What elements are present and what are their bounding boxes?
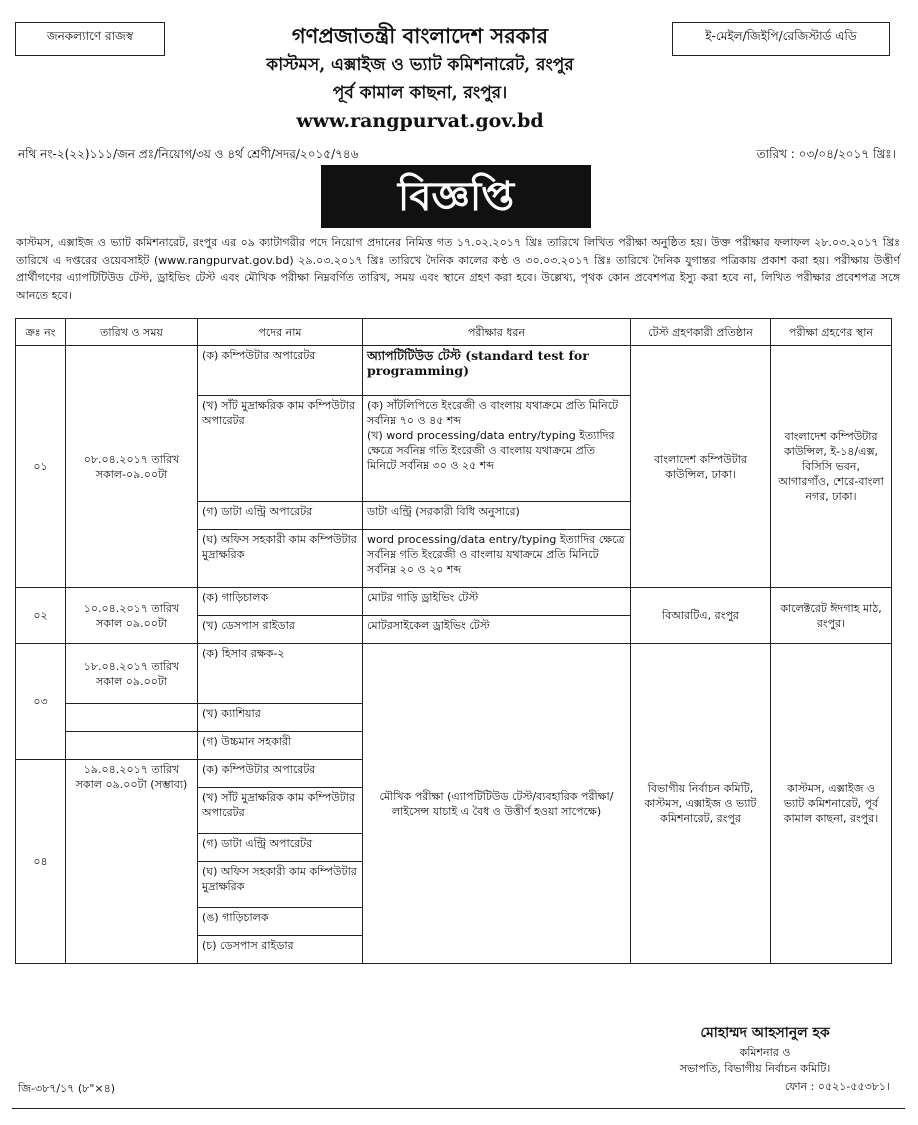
test-cell (363, 396, 631, 502)
notice-title: বিজ্ঞপ্তি (321, 165, 591, 228)
header-left-box: জনকল্যাণে রাজস্ব (15, 22, 165, 56)
post-cell: (গ) ডাটা এন্ট্রি অপারেটর (198, 834, 363, 862)
header-right-box: ই-মেইল/জিইপি/রেজিস্টার্ড এডি (672, 22, 890, 56)
header-post: পদের নাম (198, 319, 363, 346)
memo-number: নথি নং-২(২২)১১১/জন প্রঃ/নিয়োগ/৩য় ও ৪র্থ শ্রেণী/সদর/২০১৫/৭৪৬ (18, 147, 359, 161)
test-cell: মোটরসাইকেল ড্রাইভিং টেস্ট (363, 616, 631, 644)
test-text: (খ) word processing/data entry/typing ইত্যাদির ক্ষেত্রে সর্বনিম্ন গতি ইংরেজী ও বাংলায় যথাক্রমে প্রতি মিনিটে সর্বনিম্ন ৩০ ও ২৫ শব্দ (367, 429, 615, 472)
test-cell: মোটর গাড়ি ড্রাইভিং টেস্ট (363, 588, 631, 616)
post-cell: (খ) সাঁট মুদ্রাক্ষরিক কাম কম্পিউটার অপারেটর (198, 396, 363, 502)
test-cell: অ্যাপটিটিউড টেস্ট (standard test for programming) (363, 346, 631, 396)
serial-cell: ০২ (16, 588, 66, 644)
post-cell: (গ) ডাটা এন্ট্রি অপারেটর (198, 502, 363, 530)
place-cell: কালেক্টরেট ঈদগাহ মাঠ, রংপুর। (771, 588, 892, 644)
header-serial: ক্রঃ নং (16, 319, 66, 346)
office-address: পূর্ব কামাল কাছনা, রংপুর। (332, 83, 508, 103)
signatory-phone: ফোন : ০৫২১-৫৫৩৮১। (784, 1080, 890, 1093)
test-cell: ডাটা এন্ট্রি (সরকারী বিধি অনুসারে) (363, 502, 631, 530)
office-name: কাস্টমস, এক্সাইজ ও ভ্যাট কমিশনারেট, রংপুর (266, 55, 574, 75)
header-datetime: তারিখ ও সময় (66, 319, 198, 346)
signatory-committee: সভাপতি, বিভাগীয় নির্বাচন কমিটি। (679, 1062, 831, 1075)
footer-code: জি-৩৮৭/১৭ (৮"×৪) (18, 1082, 116, 1095)
serial-cell: ০৪ (16, 760, 66, 964)
viva-organization-cell: বিভাগীয় নির্বাচন কমিটি, কাস্টমস, এক্সাইজ ও ভ্যাট কমিশনারেট, রংপুর (631, 644, 771, 964)
signatory-name: মোহাম্মদ আহসানুল হক (700, 1025, 830, 1041)
table-row (16, 644, 892, 704)
post-cell: (ঘ) অফিস সহকারী কাম কম্পিউটার মুদ্রাক্ষরিক (198, 530, 363, 588)
post-cell: (খ) ডেসপাস রাইডার (198, 616, 363, 644)
signatory-designation: কমিশনার ও (739, 1046, 791, 1059)
test-text: (ক) সাঁটলিপিতে ইংরেজী ও বাংলায় যথাক্রমে প্রতি মিনিটে সর্বনিম্ন ৭০ ও ৪৫ শব্দ (367, 399, 619, 427)
datetime-cell: ১০.০৪.২০১৭ তারিখ সকাল ০৯.০০টা (66, 588, 198, 644)
notice-date: তারিখ : ০৩/০৪/২০১৭ খ্রিঃ। (756, 147, 896, 161)
viva-place-cell: কাস্টমস, এক্সাইজ ও ভ্যাট কমিশনারেট, পূর্ব কামাল কাছনা, রংপুর। (771, 644, 892, 964)
place-cell: বাংলাদেশ কম্পিউটার কাউন্সিল, ই-১৪/এক্স, বিসিসি ভবন, আগারগাঁও, শেরে-বাংলা নগর, ঢাকা। (771, 346, 892, 588)
post-cell: (গ) উচ্চমান সহকারী (198, 732, 363, 760)
serial-cell: ০১ (16, 346, 66, 588)
header-place: পরীক্ষা গ্রহণের স্থান (771, 319, 892, 346)
post-cell: (ঙ) গাড়িচালক (198, 908, 363, 936)
organization-cell: বাংলাদেশ কম্পিউটার কাউন্সিল, ঢাকা। (631, 346, 771, 588)
post-cell: (ক) কম্পিউটার অপারেটর (198, 346, 363, 396)
datetime-cell: ০৮.০৪.২০১৭ তারিখ সকাল-০৯.০০টা (66, 346, 198, 588)
intro-paragraph: কাস্টমস, এক্সাইজ ও ভ্যাট কমিশনারেট, রংপুর এর ০৯ ক্যাটাগরীর পদে নিয়োগ প্রদানের নিমিত্ত গত ১৭.০২.২০১৭ খ্রিঃ তারিখে লিখিত পরীক্ষা অনুষ্ঠিত হয়। উক্ত পরীক্ষার ফলাফল ২৮.০৩.২০১৭ খ্রিঃ তারিখে এ দপ্তরের ওয়েবসাইট (www.rangpurvat.gov.bd) ২৯.০৩.২০১৭ খ্রিঃ তারিখে দৈনিক কালের কণ্ঠ ও ৩০.০৩.২০১৭ খ্রিঃ তারিখে দৈনিক যুগান্তর পত্রিকায় প্রকাশ করা হয়। পরীক্ষায় উত্তীর্ণ প্রার্থীগণের এ্যাপটিটিউড টেস্ট, ড্রাইভিং টেস্ট এবং মৌখিক পরীক্ষা নিম্নবর্ণিত তারিখ, সময় এবং স্থানে গ্রহণ করা হবে। উল্লেখ্য, পৃথক কোন প্রবেশপত্র ইস্যু করা হবে না, লিখিত পরীক্ষার প্রবেশপত্র সঙ্গে আনতে হবে। (16, 236, 900, 302)
post-cell: (খ) সাঁট মুদ্রাক্ষরিক কাম কম্পিউটার অপারেটর (198, 788, 363, 834)
post-cell: (চ) ডেসপাস রাইডার (198, 936, 363, 964)
schedule-table (15, 318, 892, 964)
empty-cell (66, 732, 198, 760)
bottom-divider (12, 1108, 905, 1109)
post-cell: (ক) কম্পিউটার অপারেটর (198, 760, 363, 788)
datetime-cell: ১৮.০৪.২০১৭ তারিখ সকাল ০৯.০০টা (66, 644, 198, 704)
header-organization: টেস্ট গ্রহণকারী প্রতিষ্ঠান (631, 319, 771, 346)
table-header-row (16, 319, 892, 346)
website-link[interactable]: www.rangpurvat.gov.bd (296, 110, 544, 132)
post-cell: (ঘ) অফিস সহকারী কাম কম্পিউটার মুদ্রাক্ষরিক (198, 862, 363, 908)
viva-test-cell: মৌখিক পরীক্ষা (এ্যাপটিটিউড টেস্ট/ব্যবহারিক পরীক্ষা/লাইসেন্স যাচাই এ বৈধ ও উত্তীর্ণ হওয়া সাপেক্ষে) (363, 644, 631, 964)
organization-cell: বিআরটিএ, রংপুর (631, 588, 771, 644)
table-row (16, 346, 892, 396)
government-title: গণপ্রজাতন্ত্রী বাংলাদেশ সরকার (291, 23, 549, 48)
post-cell: (ক) গাড়িচালক (198, 588, 363, 616)
test-cell: word processing/data entry/typing ইত্যাদির ক্ষেত্রে সর্বনিম্ন গতি ইংরেজী ও বাংলায় যথাক্রমে প্রতি মিনিটে সর্বনিম্ন ২০ ও ২০ শব্দ (363, 530, 631, 588)
post-cell: (খ) ক্যাশিয়ার (198, 704, 363, 732)
table-row (16, 588, 892, 616)
datetime-cell: ১৯.০৪.২০১৭ তারিখ সকাল ০৯.০০টা (সম্ভাব্য) (66, 760, 198, 964)
header-test-type: পরীক্ষার ধরন (363, 319, 631, 346)
serial-cell: ০৩ (16, 644, 66, 760)
empty-cell (66, 704, 198, 732)
post-cell: (ক) হিসাব রক্ষক-২ (198, 644, 363, 704)
